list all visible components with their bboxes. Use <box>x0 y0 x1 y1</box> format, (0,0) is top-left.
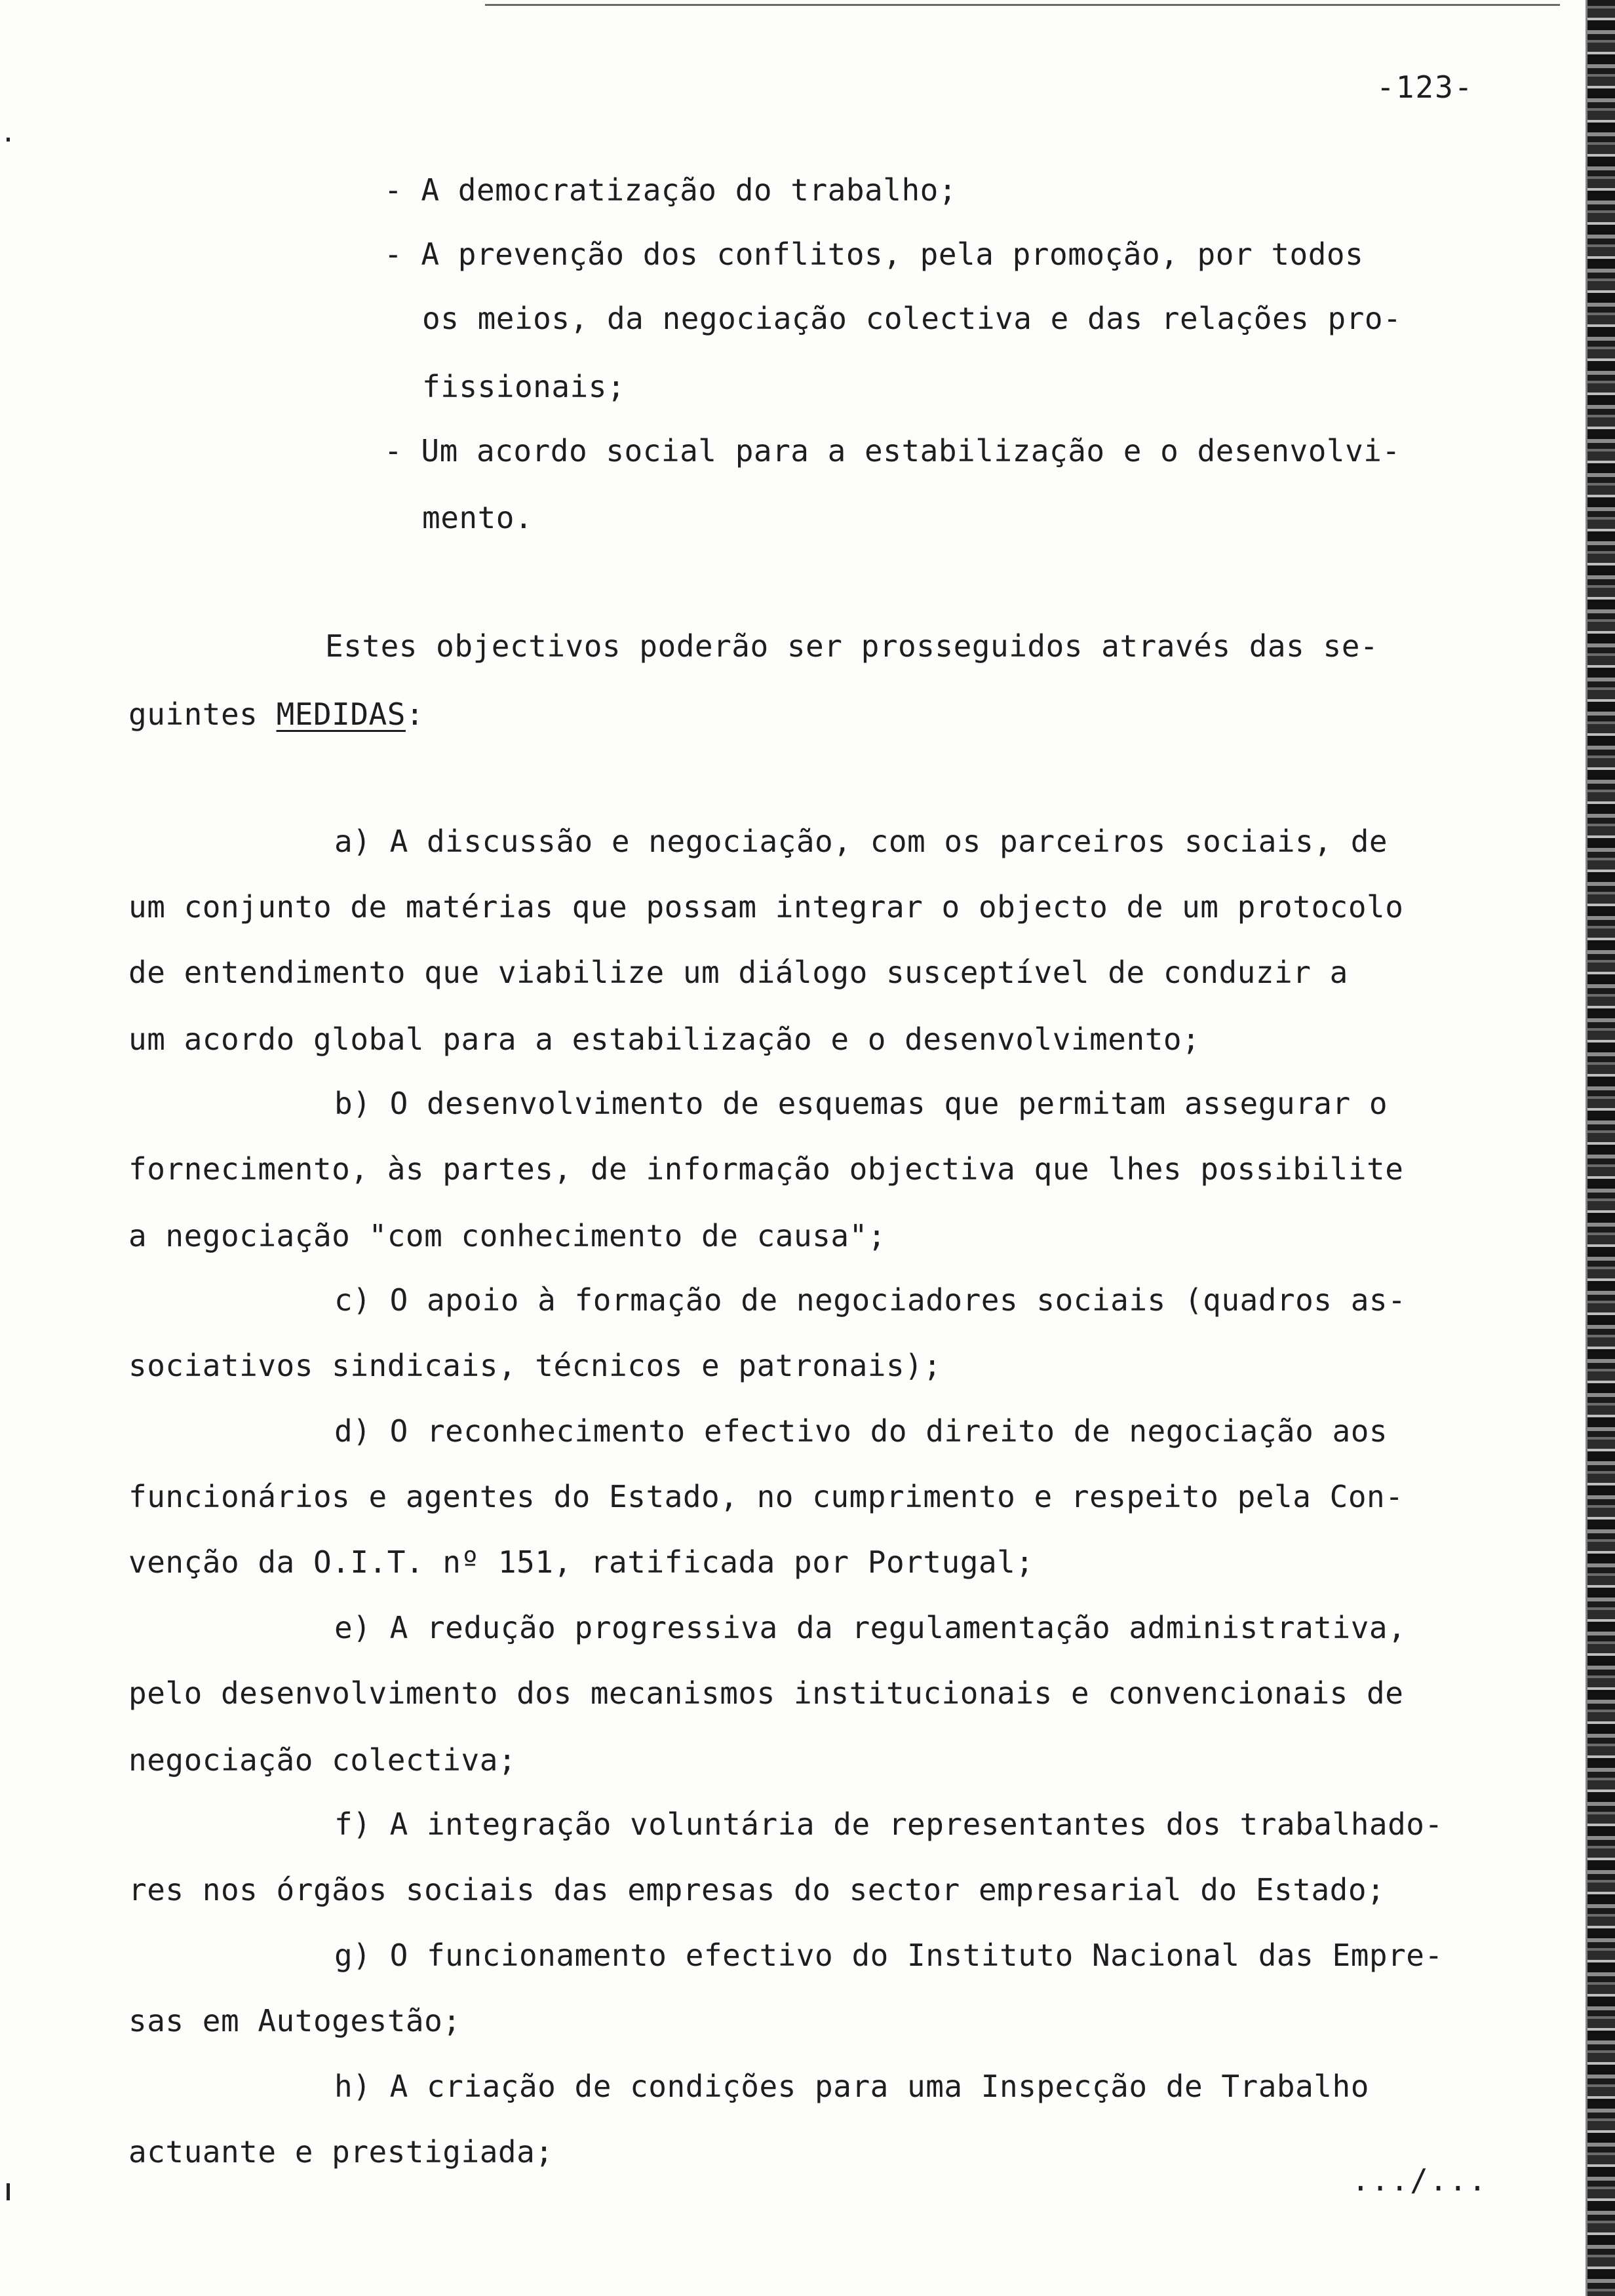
measure-line: negociação colectiva; <box>128 1742 517 1778</box>
measure-item: f) A integração voluntária de representantes dos trabalhado- <box>334 1807 1443 1842</box>
scan-edge-shadow <box>1587 0 1615 2296</box>
objective-item-continuation: mento. <box>422 500 534 535</box>
continuation-mark: .../... <box>1352 2162 1488 2198</box>
measure-item: g) O funcionamento efectivo do Instituto Nacional das Empre- <box>334 1938 1443 1973</box>
measure-item: h) A criação de condições para uma Inspecção de Trabalho <box>334 2069 1369 2104</box>
measure-item: a) A discussão e negociação, com os parceiros sociais, de <box>334 824 1388 859</box>
intro-prefix: guintes <box>128 697 277 732</box>
objective-item: - Um acordo social para a estabilização e o desenvolvi- <box>384 433 1401 469</box>
top-border-line <box>485 4 1560 6</box>
objective-item-continuation: os meios, da negociação colectiva e das relações pro- <box>422 301 1402 336</box>
measure-line: a negociação "com conhecimento de causa"; <box>128 1218 886 1253</box>
measure-item: d) O reconhecimento efectivo do direito de negociação aos <box>334 1413 1388 1449</box>
objective-item-continuation: fissionais; <box>422 369 626 404</box>
measure-line: um conjunto de matérias que possam integrar o objecto de um protocolo <box>128 889 1404 925</box>
measure-line: sociativos sindicais, técnicos e patronais); <box>128 1348 942 1383</box>
measure-line: res nos órgãos sociais das empresas do sector empresarial do Estado; <box>128 1872 1386 1907</box>
measure-line: sas em Autogestão; <box>128 2003 461 2038</box>
objective-item: - A democratização do trabalho; <box>384 172 958 208</box>
measure-item: b) O desenvolvimento de esquemas que permitam assegurar o <box>334 1086 1388 1121</box>
intro-suffix: : <box>405 697 425 732</box>
measure-line: fornecimento, às partes, de informação objectiva que lhes possibilite <box>128 1151 1404 1187</box>
measure-item: c) O apoio à formação de negociadores sociais (quadros as- <box>334 1282 1407 1318</box>
measure-line: pelo desenvolvimento dos mecanismos institucionais e convencionais de <box>128 1675 1404 1711</box>
measure-line: de entendimento que viabilize um diálogo susceptível de conduzir a <box>128 955 1348 990</box>
measure-line: um acordo global para a estabilização e o desenvolvimento; <box>128 1022 1201 1057</box>
measure-item: e) A redução progressiva da regulamentação administrativa, <box>334 1610 1407 1645</box>
intro-paragraph-line: Estes objectivos poderão ser prosseguidos através das se- <box>325 628 1379 664</box>
measure-line: funcionários e agentes do Estado, no cumprimento e respeito pela Con- <box>128 1479 1404 1514</box>
measures-heading: MEDIDAS <box>276 697 406 732</box>
measure-line: venção da O.I.T. nº 151, ratificada por Portugal; <box>128 1544 1034 1580</box>
objective-item: - A prevenção dos conflitos, pela promoção, por todos <box>384 237 1364 272</box>
scan-speck <box>7 138 10 142</box>
scan-speck <box>7 2183 10 2200</box>
intro-paragraph-line <box>128 696 424 733</box>
scan-edge-line <box>1586 0 1587 2296</box>
measure-line: actuante e prestigiada; <box>128 2134 554 2170</box>
page-number: -123- <box>1376 69 1474 105</box>
